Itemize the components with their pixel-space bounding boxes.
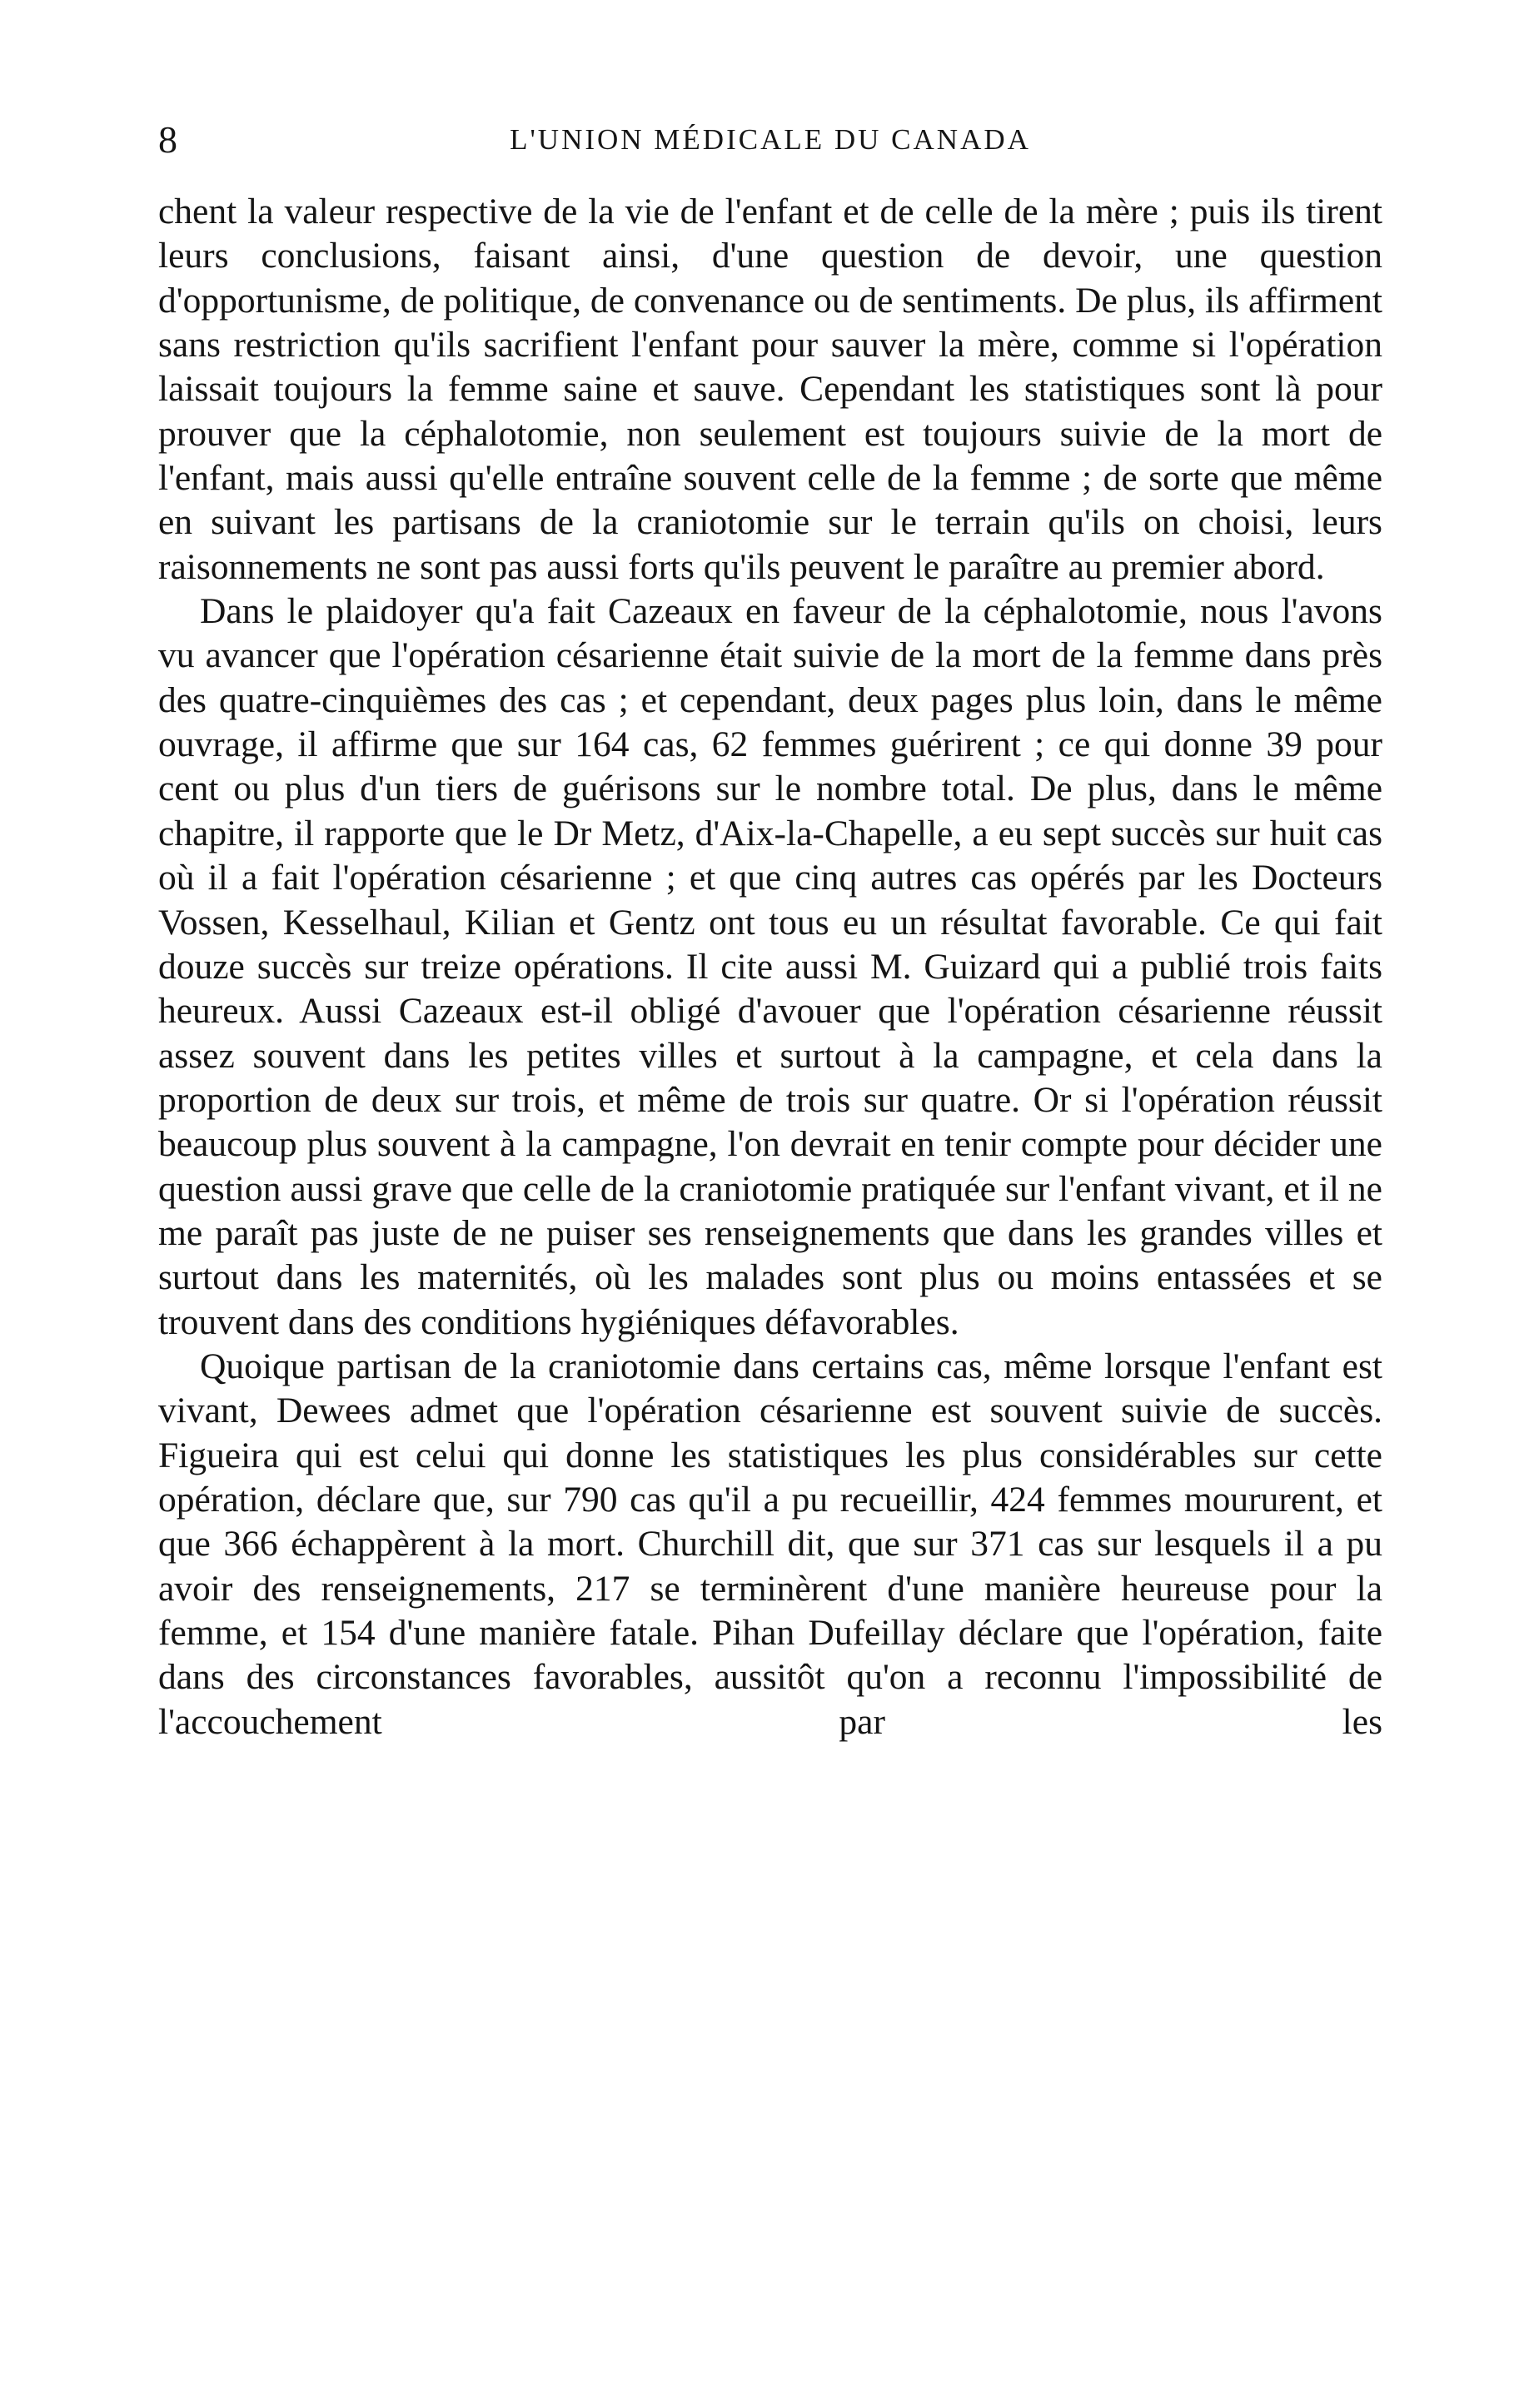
paragraph-2: Dans le plaidoyer qu'a fait Cazeaux en faveur de la céphalotomie, nous l'avons vu avancer que l'opération césarienne était suivie de la mort de la femme dans près des quatre-cinquièmes des cas ; et cependant, deux pages plus loin, dans le même ouvrage, il affirme que sur 164 cas, 62 femmes guérirent ; ce qui donne 39 pour cent ou plus d'un tiers de guérisons sur le nombre total. De plus, dans le même chapitre, il rapporte que le Dr Metz, d'Aix-la-Chapelle, a eu sept succès sur huit cas où il a fait l'opération césarienne ; et que cinq autres cas opérés par les Docteurs Vossen, Kesselhaul, Kilian et Gentz ont tous eu un résultat favorable. Ce qui fait douze succès sur treize opérations. Il cite aussi M. Guizard qui a publié trois faits heureux. Aussi Cazeaux est-il obligé d'avouer que l'opération césarienne réussit assez souvent dans les petites villes et surtout à la campagne, et cela dans la proportion de deux sur trois, et même de trois sur quatre. Or si l'opération réussit beaucoup plus souvent à la campagne, l'on devrait en tenir compte pour décider une question aussi grave que celle de la craniotomie pratiquée sur l'enfant vivant, et il ne me paraît pas juste de ne puiser ses renseignements que dans les grandes villes et surtout dans les maternités, où les malades sont plus ou moins entassées et se trouvent dans des conditions hygiéniques défavorables. xyxy=(158,591,1382,1342)
paragraph-3: Quoique partisan de la craniotomie dans certains cas, même lorsque l'enfant est vivant, Dewees admet que l'opération césarienne est souvent suivie de succès. Figueira qui est celui qui donne les statistiques les plus considérables sur cette opération, déclare que, sur 790 cas qu'il a pu recueillir, 424 femmes moururent, et que 366 échappèrent à la mort. Churchill dit, que sur 371 cas sur lesquels il a pu avoir des renseignements, 217 se terminèrent d'une manière heureuse pour la femme, et 154 d'une manière fatale. Pihan Dufeillay déclare que l'opération, faite dans des circonstances favorables, aussitôt qu'on a reconnu l'impossibilité de l'accouchement par les xyxy=(158,1346,1382,1742)
page-header xyxy=(158,115,1382,165)
running-title: L'UNION MÉDICALE DU CANADA xyxy=(510,123,1031,156)
paragraph-1: chent la valeur respective de la vie de l'enfant et de celle de la mère ; puis ils tirent leurs conclusions, faisant ainsi, d'une question de devoir, une question d'opportunisme, de politique, de convenance ou de sentiments. De plus, ils affirment sans restriction qu'ils sacrifient l'enfant pour sauver la mère, comme si l'opération laissait toujours la femme saine et sauve. Cependant les statistiques sont là pour prouver que la céphalotomie, non seulement est toujours suivie de la mort de l'enfant, mais aussi qu'elle entraîne souvent celle de la femme ; de sorte que même en suivant les partisans de la craniotomie sur le terrain qu'ils on choisi, leurs raisonnements ne sont pas aussi forts qu'ils peuvent le paraître au premier abord. xyxy=(158,192,1382,587)
page-number: 8 xyxy=(158,118,177,161)
body-text xyxy=(158,190,1382,1744)
